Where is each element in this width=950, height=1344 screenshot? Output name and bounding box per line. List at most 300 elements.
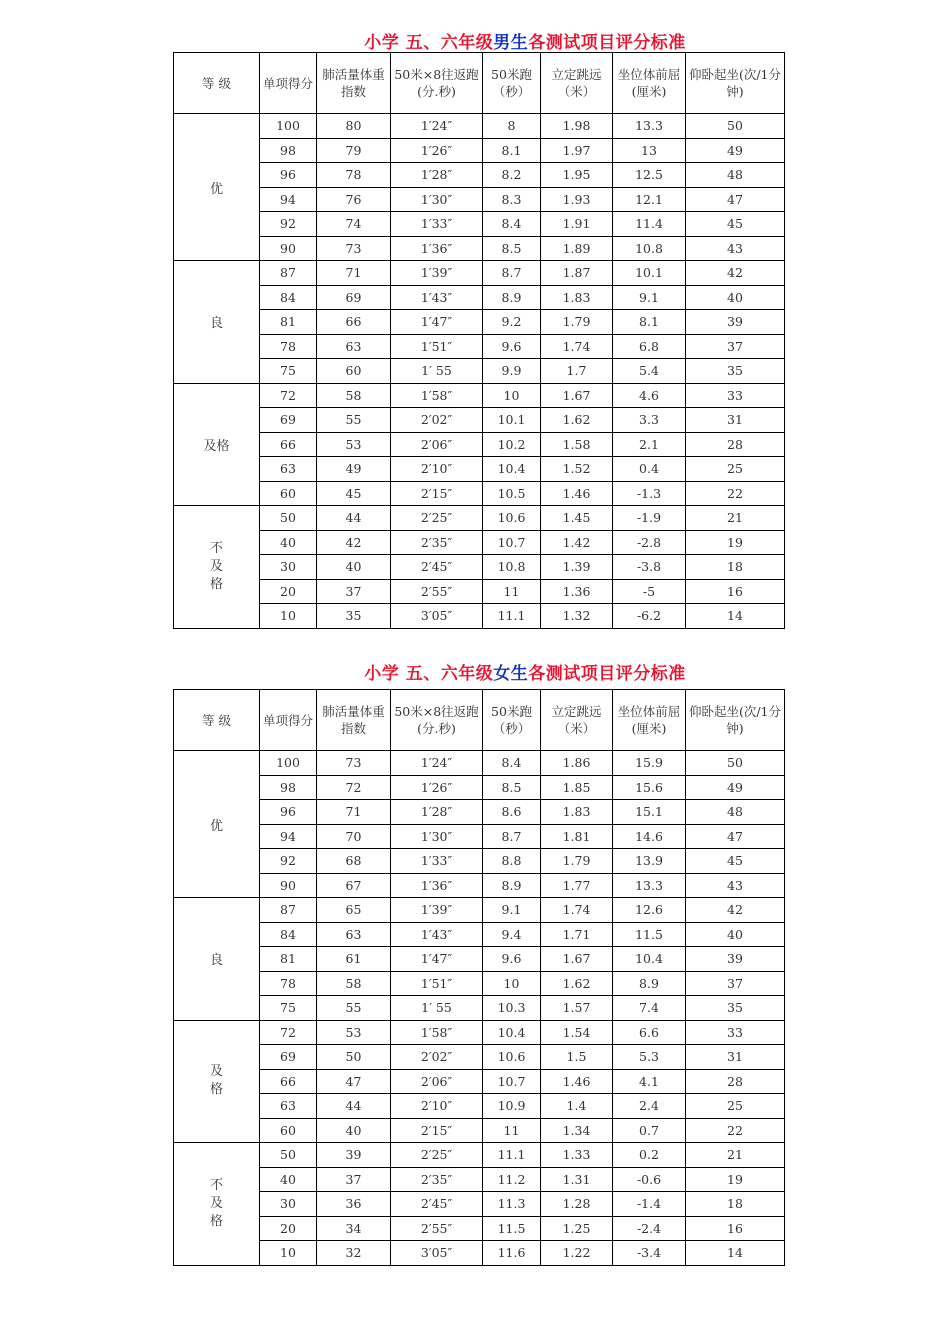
table-cell: 0.2: [613, 1143, 686, 1168]
table-cell: -1.4: [613, 1192, 686, 1217]
table-cell: 9.1: [613, 285, 686, 310]
table-cell: -1.9: [613, 506, 686, 531]
table-cell: 79: [317, 138, 391, 163]
column-header: 50米跑（秒）: [483, 690, 541, 751]
table-cell: 81: [260, 947, 317, 972]
table-cell: 12.1: [613, 187, 686, 212]
table-cell: 1.67: [541, 383, 613, 408]
table-cell: 1′43″: [391, 922, 483, 947]
table-cell: 1.79: [541, 849, 613, 874]
column-header: 肺活量体重指数: [317, 690, 391, 751]
grade-label: 不及格: [209, 1177, 223, 1229]
table-cell: -0.6: [613, 1167, 686, 1192]
table-cell: 8.1: [483, 138, 541, 163]
table-cell: 100: [260, 751, 317, 776]
table-cell: 1.28: [541, 1192, 613, 1217]
table-cell: 55: [317, 408, 391, 433]
grade-cell: [174, 383, 260, 506]
table-row: [174, 1020, 785, 1045]
table-cell: 1′30″: [391, 824, 483, 849]
table-row: [174, 873, 785, 898]
table-cell: 1.93: [541, 187, 613, 212]
table-cell: 1.39: [541, 555, 613, 580]
table-cell: 72: [317, 775, 391, 800]
table-cell: 33: [686, 1020, 785, 1045]
grade-label: 优: [209, 818, 223, 834]
table-cell: 90: [260, 236, 317, 261]
table-cell: 1.83: [541, 800, 613, 825]
table-cell: 92: [260, 849, 317, 874]
table-cell: 49: [686, 775, 785, 800]
table-cell: 2′55″: [391, 579, 483, 604]
table-cell: 1.31: [541, 1167, 613, 1192]
table-row: [174, 922, 785, 947]
table-row: [174, 481, 785, 506]
table-row: [174, 1241, 785, 1266]
table-cell: -2.4: [613, 1216, 686, 1241]
table-cell: 43: [686, 236, 785, 261]
table-cell: 28: [686, 1069, 785, 1094]
table-cell: 50: [317, 1045, 391, 1070]
table-cell: 87: [260, 261, 317, 286]
table-cell: 5.4: [613, 359, 686, 384]
table-cell: 8.8: [483, 849, 541, 874]
table-cell: 40: [317, 555, 391, 580]
table-cell: 58: [317, 971, 391, 996]
table-row: [174, 310, 785, 335]
table-cell: 87: [260, 898, 317, 923]
table-cell: 40: [317, 1118, 391, 1143]
boys-title-prefix: 小学 五、六年级: [364, 33, 494, 53]
column-header: 坐位体前屈(厘米): [613, 53, 686, 114]
table-cell: -6.2: [613, 604, 686, 629]
table-cell: 1.32: [541, 604, 613, 629]
table-cell: 1′58″: [391, 1020, 483, 1045]
grade-label: 优: [209, 181, 223, 197]
table-cell: 2′02″: [391, 408, 483, 433]
table-cell: 1.85: [541, 775, 613, 800]
table-cell: 2′06″: [391, 1069, 483, 1094]
table-cell: 20: [260, 1216, 317, 1241]
table-cell: 11.1: [483, 604, 541, 629]
table-cell: 53: [317, 432, 391, 457]
table-row: [174, 849, 785, 874]
table-cell: 1.74: [541, 334, 613, 359]
table-cell: 21: [686, 506, 785, 531]
grade-label: 及格: [203, 438, 230, 454]
table-cell: 1.62: [541, 971, 613, 996]
table-cell: 81: [260, 310, 317, 335]
table-cell: 10: [260, 604, 317, 629]
table-cell: 48: [686, 800, 785, 825]
table-row: [174, 383, 785, 408]
table-cell: 44: [317, 506, 391, 531]
table-cell: 35: [686, 359, 785, 384]
table-cell: 1′ 55: [391, 996, 483, 1021]
table-cell: 37: [686, 971, 785, 996]
table-cell: 40: [260, 530, 317, 555]
table-row: [174, 1094, 785, 1119]
table-cell: 10.2: [483, 432, 541, 457]
column-header: 50米×8往返跑(分.秒): [391, 690, 483, 751]
table-cell: -2.8: [613, 530, 686, 555]
table-cell: 1′24″: [391, 114, 483, 139]
table-cell: 14.6: [613, 824, 686, 849]
table-cell: 10: [483, 971, 541, 996]
table-cell: 47: [317, 1069, 391, 1094]
table-cell: 9.1: [483, 898, 541, 923]
table-row: [174, 1118, 785, 1143]
table-cell: 98: [260, 138, 317, 163]
table-cell: 16: [686, 1216, 785, 1241]
table-cell: 1′47″: [391, 947, 483, 972]
table-row: [174, 163, 785, 188]
table-cell: 2′10″: [391, 1094, 483, 1119]
table-cell: 1.34: [541, 1118, 613, 1143]
girls-title-suffix: 各测试项目评分标准: [528, 664, 686, 684]
table-cell: 8.3: [483, 187, 541, 212]
table-cell: 1′51″: [391, 334, 483, 359]
table-cell: 39: [686, 310, 785, 335]
table-cell: 10.8: [483, 555, 541, 580]
table-cell: 96: [260, 800, 317, 825]
table-row: [174, 1045, 785, 1070]
table-cell: 22: [686, 1118, 785, 1143]
table-row: [174, 555, 785, 580]
table-cell: 18: [686, 1192, 785, 1217]
table-row: [174, 824, 785, 849]
table-cell: 74: [317, 212, 391, 237]
table-cell: 1.22: [541, 1241, 613, 1266]
table-cell: 31: [686, 1045, 785, 1070]
table-cell: 20: [260, 579, 317, 604]
table-cell: 39: [317, 1143, 391, 1168]
table-cell: 50: [686, 114, 785, 139]
table-cell: 1′ 55: [391, 359, 483, 384]
table-cell: 19: [686, 1167, 785, 1192]
table-cell: 1′33″: [391, 849, 483, 874]
table-cell: 8.4: [483, 212, 541, 237]
table-cell: 13.3: [613, 114, 686, 139]
table-cell: 2′45″: [391, 555, 483, 580]
table-cell: 40: [686, 922, 785, 947]
table-row: [174, 996, 785, 1021]
table-cell: 48: [686, 163, 785, 188]
table-cell: 78: [260, 971, 317, 996]
table-cell: 2.4: [613, 1094, 686, 1119]
table-cell: 1.79: [541, 310, 613, 335]
table-cell: 44: [317, 1094, 391, 1119]
table-cell: 60: [260, 1118, 317, 1143]
table-cell: 1.46: [541, 481, 613, 506]
table-cell: 1′28″: [391, 163, 483, 188]
table-cell: 2′02″: [391, 1045, 483, 1070]
table-cell: 11.4: [613, 212, 686, 237]
table-cell: 67: [317, 873, 391, 898]
table-cell: 68: [317, 849, 391, 874]
table-cell: 75: [260, 359, 317, 384]
table-cell: 2′06″: [391, 432, 483, 457]
column-header: 坐位体前屈(厘米): [613, 690, 686, 751]
table-cell: 8.4: [483, 751, 541, 776]
girls-title-gender: 女生: [493, 664, 529, 684]
table-cell: 14: [686, 1241, 785, 1266]
table-cell: 1.36: [541, 579, 613, 604]
table-cell: 1′47″: [391, 310, 483, 335]
table-cell: 30: [260, 1192, 317, 1217]
table-cell: 1′36″: [391, 873, 483, 898]
table-cell: 10.4: [613, 947, 686, 972]
table-row: [174, 800, 785, 825]
table-cell: 1′33″: [391, 212, 483, 237]
table-cell: 1.95: [541, 163, 613, 188]
table-cell: 84: [260, 285, 317, 310]
table-row: [174, 408, 785, 433]
table-cell: 63: [317, 922, 391, 947]
table-cell: 50: [686, 751, 785, 776]
table-cell: 92: [260, 212, 317, 237]
table-cell: 73: [317, 236, 391, 261]
table-cell: 35: [317, 604, 391, 629]
table-cell: 1′43″: [391, 285, 483, 310]
table-cell: 70: [317, 824, 391, 849]
table-cell: 1.91: [541, 212, 613, 237]
table-cell: 11.5: [483, 1216, 541, 1241]
table-cell: 1′58″: [391, 383, 483, 408]
table-cell: 30: [260, 555, 317, 580]
grade-cell: [174, 1143, 260, 1266]
table-cell: 10: [483, 383, 541, 408]
table-cell: 71: [317, 800, 391, 825]
table-cell: 1.83: [541, 285, 613, 310]
table-cell: 10.7: [483, 530, 541, 555]
table-cell: 55: [317, 996, 391, 1021]
grade-cell: [174, 751, 260, 898]
table-row: [174, 457, 785, 482]
table-cell: 1.77: [541, 873, 613, 898]
table-row: [174, 947, 785, 972]
table-cell: 11.2: [483, 1167, 541, 1192]
table-cell: 11.5: [613, 922, 686, 947]
table-cell: 11: [483, 1118, 541, 1143]
table-cell: 94: [260, 187, 317, 212]
table-row: [174, 604, 785, 629]
table-cell: 1.33: [541, 1143, 613, 1168]
column-header: 单项得分: [260, 53, 317, 114]
table-cell: 2′15″: [391, 481, 483, 506]
table-cell: 75: [260, 996, 317, 1021]
table-cell: 1.54: [541, 1020, 613, 1045]
table-cell: 5.3: [613, 1045, 686, 1070]
table-cell: 10.4: [483, 457, 541, 482]
table-cell: 1.4: [541, 1094, 613, 1119]
table-cell: 40: [260, 1167, 317, 1192]
table-cell: 63: [260, 1094, 317, 1119]
table-cell: 1.42: [541, 530, 613, 555]
table-cell: 22: [686, 481, 785, 506]
table-cell: 2′15″: [391, 1118, 483, 1143]
column-header: 肺活量体重指数: [317, 53, 391, 114]
table-cell: 9.4: [483, 922, 541, 947]
table-cell: 21: [686, 1143, 785, 1168]
table-cell: 80: [317, 114, 391, 139]
table-cell: 36: [317, 1192, 391, 1217]
table-cell: 2′25″: [391, 506, 483, 531]
table-cell: 72: [260, 1020, 317, 1045]
table-cell: 45: [317, 481, 391, 506]
table-cell: 94: [260, 824, 317, 849]
table-cell: 10.6: [483, 1045, 541, 1070]
table-cell: 78: [260, 334, 317, 359]
column-header: 仰卧起坐(次/1分钟): [686, 53, 785, 114]
table-cell: 60: [260, 481, 317, 506]
table-cell: 1.71: [541, 922, 613, 947]
table-cell: 1′51″: [391, 971, 483, 996]
table-cell: 2′25″: [391, 1143, 483, 1168]
table-cell: 37: [317, 1167, 391, 1192]
table-cell: 9.2: [483, 310, 541, 335]
table-row: [174, 1143, 785, 1168]
table-cell: 40: [686, 285, 785, 310]
table-row: [174, 1216, 785, 1241]
table-cell: 90: [260, 873, 317, 898]
table-cell: 1′26″: [391, 775, 483, 800]
table-cell: 100: [260, 114, 317, 139]
table-cell: 1.87: [541, 261, 613, 286]
table-cell: 9.9: [483, 359, 541, 384]
girls-title-prefix: 小学 五、六年级: [364, 664, 494, 684]
grade-cell: [174, 114, 260, 261]
table-row: [174, 971, 785, 996]
grade-cell: [174, 261, 260, 384]
table-cell: 15.9: [613, 751, 686, 776]
grade-label: 及格: [209, 1064, 223, 1098]
table-cell: 1′36″: [391, 236, 483, 261]
table-cell: 25: [686, 1094, 785, 1119]
table-cell: 47: [686, 824, 785, 849]
table-cell: 10.9: [483, 1094, 541, 1119]
table-cell: 65: [317, 898, 391, 923]
table-cell: 72: [260, 383, 317, 408]
table-cell: 66: [260, 1069, 317, 1094]
table-cell: 42: [317, 530, 391, 555]
table-cell: 1′24″: [391, 751, 483, 776]
table-cell: 49: [686, 138, 785, 163]
table-cell: 42: [686, 261, 785, 286]
table-cell: 1′30″: [391, 187, 483, 212]
table-cell: 98: [260, 775, 317, 800]
table-row: [174, 1069, 785, 1094]
header-row: [174, 53, 785, 114]
table-cell: 43: [686, 873, 785, 898]
table-cell: 73: [317, 751, 391, 776]
table-cell: 1.5: [541, 1045, 613, 1070]
table-cell: 37: [317, 579, 391, 604]
table-cell: 63: [317, 334, 391, 359]
table-cell: 9.6: [483, 334, 541, 359]
table-cell: 2′55″: [391, 1216, 483, 1241]
table-cell: 50: [260, 1143, 317, 1168]
table-cell: 34: [317, 1216, 391, 1241]
table-cell: 69: [260, 408, 317, 433]
boys-title-suffix: 各测试项目评分标准: [528, 33, 686, 53]
table-row: [174, 212, 785, 237]
table-row: [174, 579, 785, 604]
table-cell: 11.6: [483, 1241, 541, 1266]
table-cell: 76: [317, 187, 391, 212]
table-cell: -3.8: [613, 555, 686, 580]
table-cell: 31: [686, 408, 785, 433]
table-cell: 13.3: [613, 873, 686, 898]
table-cell: 8.5: [483, 236, 541, 261]
table-cell: 49: [317, 457, 391, 482]
table-cell: 1.25: [541, 1216, 613, 1241]
table-row: [174, 138, 785, 163]
table-row: [174, 187, 785, 212]
table-cell: 42: [686, 898, 785, 923]
table-row: [174, 530, 785, 555]
table-cell: 10: [260, 1241, 317, 1266]
table-cell: 32: [317, 1241, 391, 1266]
table-cell: -5: [613, 579, 686, 604]
table-cell: 2′10″: [391, 457, 483, 482]
table-row: [174, 236, 785, 261]
table-cell: 66: [260, 432, 317, 457]
table-cell: 69: [260, 1045, 317, 1070]
table-cell: 1.81: [541, 824, 613, 849]
table-cell: 7.4: [613, 996, 686, 1021]
table-cell: 2′45″: [391, 1192, 483, 1217]
column-header: 50米×8往返跑(分.秒): [391, 53, 483, 114]
table-cell: -3.4: [613, 1241, 686, 1266]
table-cell: 12.6: [613, 898, 686, 923]
table-cell: 8.1: [613, 310, 686, 335]
table-cell: 13.9: [613, 849, 686, 874]
header-row: [174, 690, 785, 751]
table-cell: 15.1: [613, 800, 686, 825]
table-cell: 53: [317, 1020, 391, 1045]
table-row: [174, 261, 785, 286]
grade-label: 良: [209, 316, 223, 332]
table-cell: 15.6: [613, 775, 686, 800]
table-cell: 10.7: [483, 1069, 541, 1094]
girls-table-title: [0, 659, 950, 684]
grade-label: 良: [209, 953, 223, 969]
table-cell: 1.46: [541, 1069, 613, 1094]
table-cell: 4.1: [613, 1069, 686, 1094]
table-cell: 8.9: [483, 285, 541, 310]
table-row: [174, 751, 785, 776]
table-cell: 3.3: [613, 408, 686, 433]
table-cell: 2′35″: [391, 1167, 483, 1192]
table-cell: 25: [686, 457, 785, 482]
table-cell: 8.6: [483, 800, 541, 825]
table-cell: 8: [483, 114, 541, 139]
table-cell: 66: [317, 310, 391, 335]
table-cell: 60: [317, 359, 391, 384]
table-cell: 1.97: [541, 138, 613, 163]
table-cell: 11: [483, 579, 541, 604]
table-row: [174, 432, 785, 457]
girls-scoring-table: [173, 689, 785, 1266]
table-cell: 1.86: [541, 751, 613, 776]
table-cell: 1.74: [541, 898, 613, 923]
table-row: [174, 359, 785, 384]
table-cell: 1′39″: [391, 261, 483, 286]
table-cell: 2′35″: [391, 530, 483, 555]
table-cell: 1.67: [541, 947, 613, 972]
table-cell: 1.62: [541, 408, 613, 433]
